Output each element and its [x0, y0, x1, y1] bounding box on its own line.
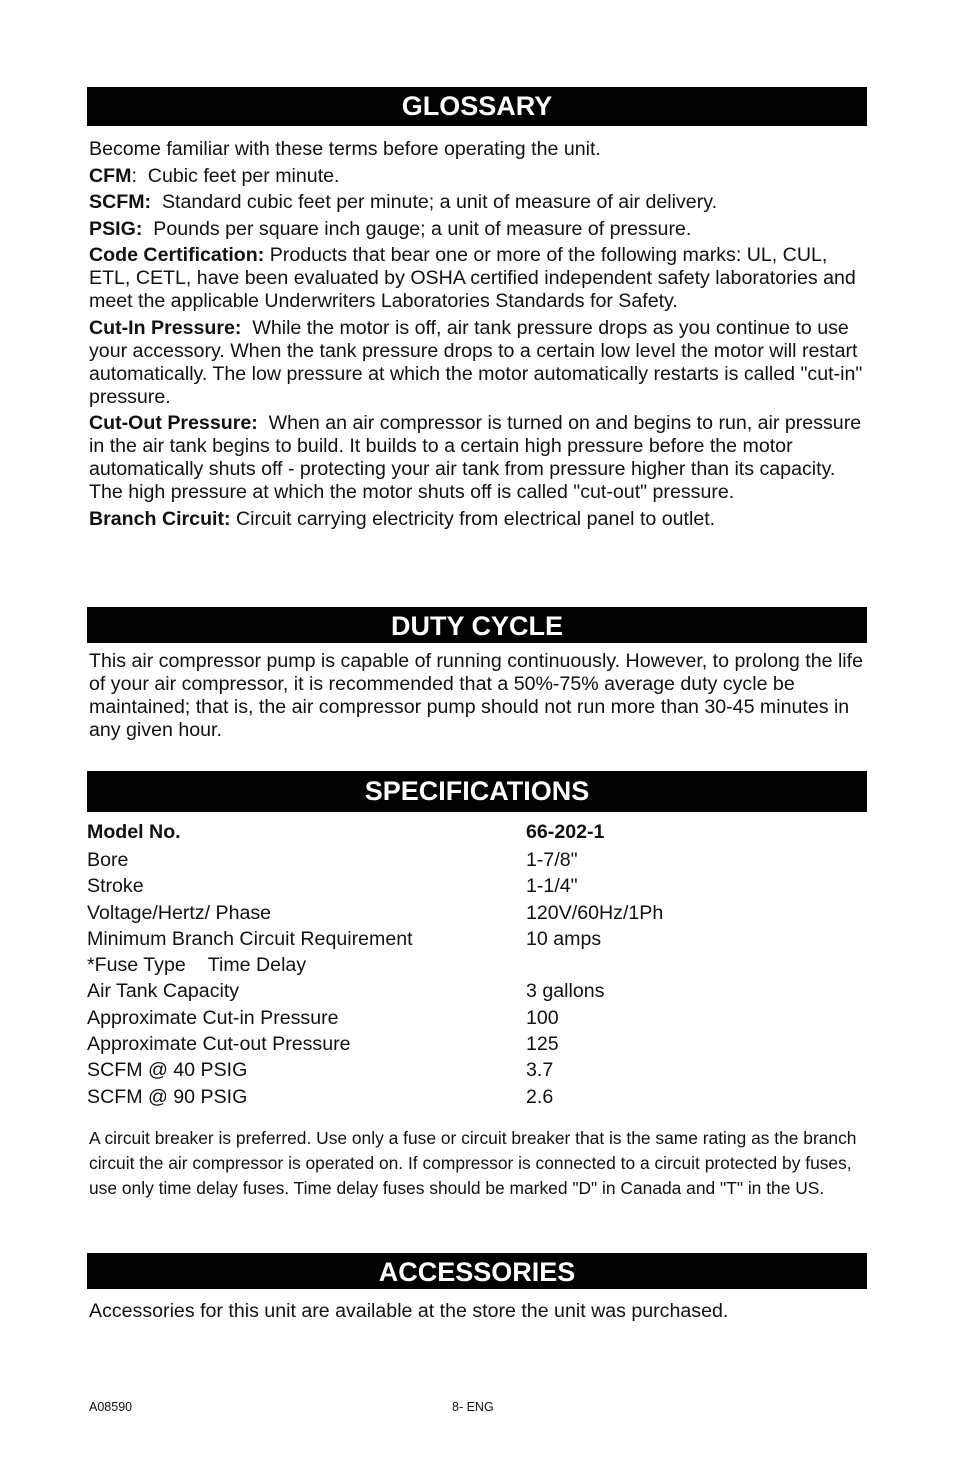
spec-row-branch-circuit [87, 926, 867, 952]
spec-label: *Fuse Type Time Delay [87, 954, 307, 977]
specifications-heading: SPECIFICATIONS [364, 776, 590, 806]
spec-row-fuse-type [87, 952, 867, 978]
spec-row-cut-in [87, 1005, 867, 1031]
spec-header-row [87, 818, 867, 846]
spec-value: 1-7/8" [526, 849, 578, 871]
accessories-body [89, 1300, 869, 1327]
glossary-heading-bar [87, 87, 867, 126]
accessories-heading-bar [87, 1253, 867, 1289]
glossary-term-psig: PSIG: Pounds per square inch gauge; a unit of measure of pressure. [89, 217, 692, 240]
glossary-term-cut-out-pressure: Cut-Out Pressure: When an air compressor is turned on and begins to run, air pressure in the air tank begins to build. It builds to a certain high pressure before the motor automatically shuts off - protecting your air tank from pressure higher than its capacity. The high pressure at which the motor shuts off is called "cut-out" pressure. [89, 412, 862, 503]
spec-value: 3 gallons [526, 980, 605, 1003]
spec-value: 3.7 [526, 1059, 554, 1082]
spec-row-tank-capacity [87, 978, 867, 1004]
spec-label: Voltage/Hertz/ Phase [87, 901, 272, 924]
spec-label: SCFM @ 40 PSIG [87, 1059, 248, 1082]
spec-label: Stroke [87, 875, 144, 898]
spec-value: 100 [526, 1006, 559, 1029]
spec-value: 1-1/4" [526, 875, 578, 898]
spec-label: Minimum Branch Circuit Requirement [87, 927, 413, 950]
spec-row-bore [87, 847, 867, 873]
spec-header-value: 66-202-1 [526, 821, 605, 843]
glossary-intro: Become familiar with these terms before operating the unit. [89, 138, 601, 160]
spec-row-scfm-40 [87, 1057, 867, 1083]
footer-page-number: 8- ENG [452, 1400, 494, 1414]
glossary-term-cut-in-pressure: Cut-In Pressure: While the motor is off, air tank pressure drops as you continue to use your accessory. When the tank pressure drops to a certain low level the motor will restart automatically. The low pressure at which the motor automatically restarts is called "cut-in" pressure. [89, 316, 863, 408]
spec-header-label: Model No. [87, 821, 181, 843]
duty-cycle-heading: DUTY CYCLE [390, 611, 564, 641]
spec-label: Bore [87, 849, 129, 871]
footer-document-code: A08590 [89, 1400, 133, 1414]
specifications-heading-bar [87, 771, 867, 812]
duty-cycle-heading-bar [87, 607, 867, 643]
glossary-term-branch-circuit: Branch Circuit: Circuit carrying electricity from electrical panel to outlet. [89, 507, 716, 530]
spec-label: Air Tank Capacity [87, 980, 240, 1003]
spec-row-voltage [87, 900, 867, 926]
specifications-table [87, 818, 867, 1110]
duty-cycle-text: This air compressor pump is capable of running continuously. However, to prolong the life of your air compressor, it is recommended that a 50%-75% average duty cycle be maintained; that is, the air compressor pump should not run more than 30-45 minutes in any given hour. [89, 650, 863, 741]
spec-value: 2.6 [526, 1085, 554, 1108]
spec-sub-label: Time Delay [207, 954, 307, 977]
accessories-text: Accessories for this unit are available at the store the unit was purchased. [89, 1300, 729, 1322]
spec-row-cut-out [87, 1031, 867, 1057]
spec-label: SCFM @ 90 PSIG [87, 1085, 248, 1108]
spec-row-stroke [87, 873, 867, 899]
spec-row-scfm-90 [87, 1084, 867, 1110]
spec-label: Approximate Cut-in Pressure [87, 1006, 339, 1029]
duty-cycle-body [89, 650, 869, 746]
spec-label: Approximate Cut-out Pressure [87, 1033, 351, 1056]
spec-value: 125 [526, 1033, 559, 1056]
glossary-term-cfm: CFM: Cubic feet per minute. [89, 164, 340, 187]
glossary-body [89, 138, 869, 534]
glossary-term-code-certification: Code Certification: Products that bear one or more of the following marks: UL, CUL, ETL, CETL, have been evaluated by OSHA certified independent safety laboratories and meet the applicable Underwriters Laboratories Standards for Safety. [89, 244, 856, 312]
spec-value: 10 amps [526, 927, 602, 950]
accessories-heading: ACCESSORIES [378, 1257, 576, 1287]
glossary-term-scfm: SCFM: Standard cubic feet per minute; a unit of measure of air delivery. [89, 191, 718, 213]
specifications-note: A circuit breaker is preferred. Use only a fuse or circuit breaker that is the same rating as the branch circuit the air compressor is operated on. If compressor is connected to a circuit protected by fuses, use only time delay fuses. Time delay fuses should be marked "D" in Canada and "T" in the US. [89, 1128, 857, 1198]
glossary-heading: GLOSSARY [401, 91, 553, 121]
spec-value: 120V/60Hz/1Ph [526, 901, 664, 924]
